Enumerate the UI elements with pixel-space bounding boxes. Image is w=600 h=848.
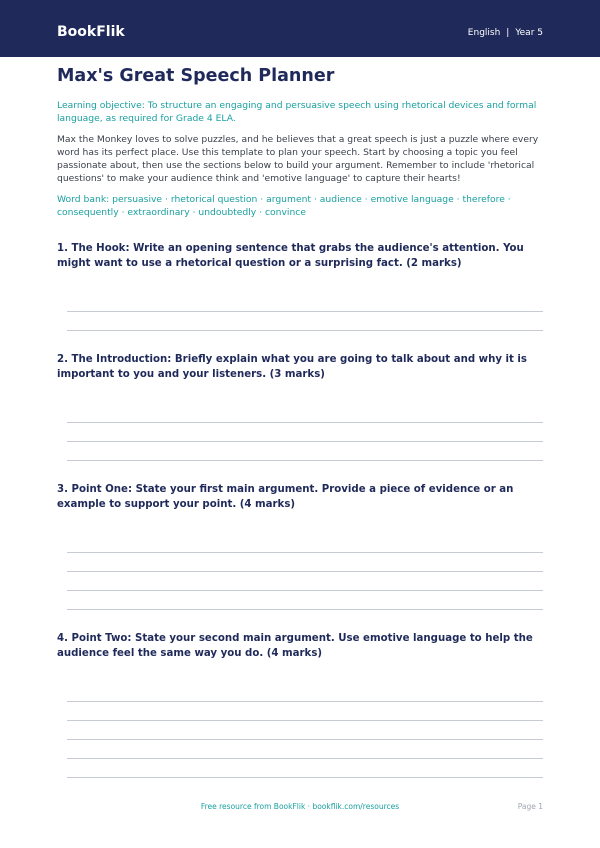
answer-line[interactable] xyxy=(67,293,543,312)
answer-line[interactable] xyxy=(67,721,543,740)
answer-line[interactable] xyxy=(67,683,543,702)
question-text: 3. Point One: State your first main argument. Provide a piece of evidence or an example to support your point. (4 marks) xyxy=(57,484,514,510)
page-title: Max's Great Speech Planner xyxy=(57,66,335,86)
question-text: 2. The Introduction: Briefly explain what you are going to talk about and why it is important to you and your listeners. (3 marks) xyxy=(57,354,527,380)
answer-line[interactable] xyxy=(67,553,543,572)
page-number: Page 1 xyxy=(517,802,543,811)
answer-line[interactable] xyxy=(67,404,543,423)
worksheet-body xyxy=(57,64,543,778)
question-block xyxy=(57,482,543,610)
footer-text: Free resource from BookFlik · bookflik.com/resources xyxy=(200,802,400,811)
intro-text: Max the Monkey loves to solve puzzles, and he believes that a great speech is just a puzzle where every word has its perfect place. Use this template to plan your speech. Start by choosing a topic you feel passionate about, then use the sections below to build your argument. Remember to include 'rhetorical questions' to make your audience think and 'emotive language' to capture their hearts! xyxy=(57,134,539,184)
word-bank: Word bank: persuasive · rhetorical question · argument · audience · emotive language · therefore · consequently · extraordinary · undoubtedly · convince xyxy=(57,194,511,218)
answer-line[interactable] xyxy=(67,591,543,610)
question-block xyxy=(57,352,543,461)
answer-line[interactable] xyxy=(67,442,543,461)
answer-area xyxy=(57,534,543,610)
question-block xyxy=(57,241,543,331)
header-meta xyxy=(468,26,543,40)
meta-separator: | xyxy=(506,28,510,38)
answer-line[interactable] xyxy=(67,423,543,442)
answer-line[interactable] xyxy=(67,759,543,778)
question-text: 1. The Hook: Write an opening sentence that grabs the audience's attention. You might want to use a rhetorical question or a surprising fact. (2 marks) xyxy=(57,243,524,269)
question-list xyxy=(57,241,543,778)
answer-line[interactable] xyxy=(67,572,543,591)
answer-line[interactable] xyxy=(67,312,543,331)
answer-area xyxy=(57,404,543,461)
page-header xyxy=(0,0,600,57)
learning-objective: Learning objective: To structure an engaging and persuasive speech using rhetorical devices and formal language, as required for Grade 4 ELA. xyxy=(57,100,537,124)
brand-logo: BookFlik xyxy=(57,24,125,40)
year-label: Year 5 xyxy=(515,28,543,38)
question-text: 4. Point Two: State your second main argument. Use emotive language to help the audience feel the same way you do. (4 marks) xyxy=(57,633,533,659)
answer-area xyxy=(57,683,543,778)
answer-area xyxy=(57,293,543,331)
answer-line[interactable] xyxy=(67,702,543,721)
subject-label: English xyxy=(467,28,501,38)
question-block xyxy=(57,631,543,778)
answer-line[interactable] xyxy=(67,534,543,553)
answer-line[interactable] xyxy=(67,740,543,759)
